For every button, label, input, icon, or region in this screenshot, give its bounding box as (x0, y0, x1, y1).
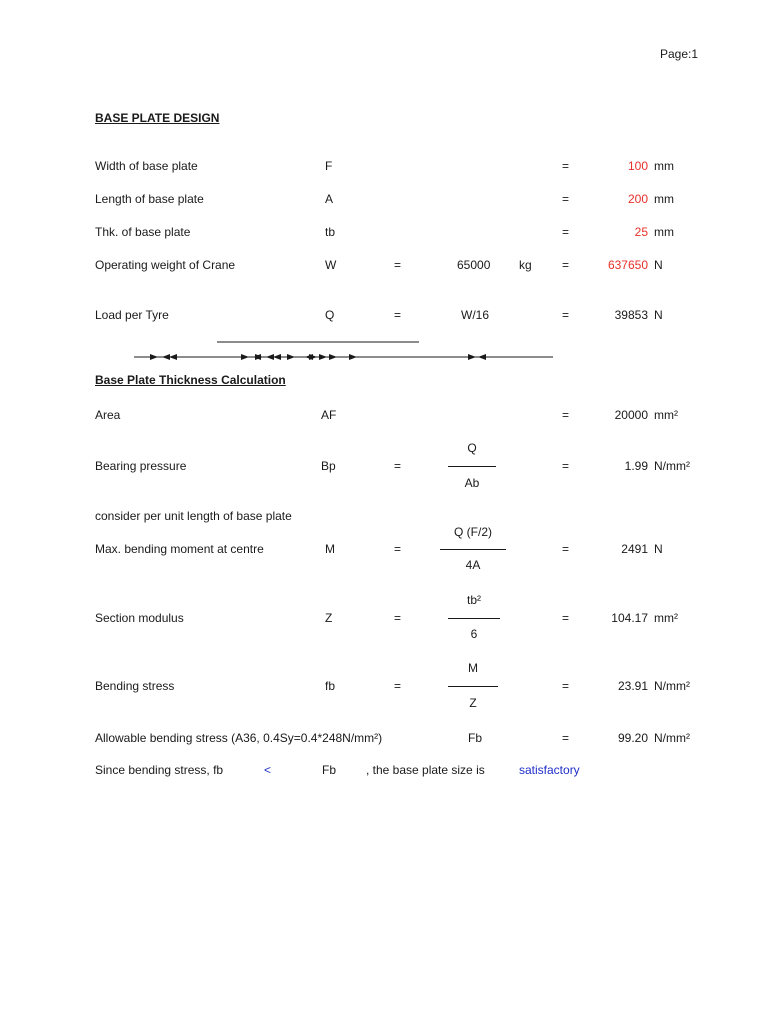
row-value: 39853 (614, 308, 648, 322)
row-symbol: tb (325, 225, 336, 239)
row-label: Width of base plate (95, 159, 198, 173)
row-symbol: A (325, 192, 334, 206)
row-unit: mm (654, 159, 674, 173)
row-symbol: Bp (321, 459, 336, 473)
row-symbol: AF (321, 408, 337, 422)
equals-sign: = (562, 159, 570, 173)
fraction-bar (448, 618, 500, 619)
equals-sign: = (562, 225, 570, 239)
fraction-denominator: 6 (470, 627, 478, 641)
row-value: 20000 (614, 408, 648, 422)
row-value: 25 (634, 225, 648, 239)
fraction-bar (448, 686, 498, 687)
row-symbol: Q (325, 308, 335, 322)
equals-sign: = (562, 308, 570, 322)
row-symbol: M (325, 542, 335, 556)
row-unit: mm (654, 192, 674, 206)
fraction-bar (440, 549, 506, 550)
equals-sign: = (394, 308, 402, 322)
equals-sign: = (562, 611, 570, 625)
row-mid-value: 65000 (457, 258, 491, 272)
conclusion-result: satisfactory (519, 763, 580, 777)
row-value: 23.91 (617, 679, 648, 693)
row-expression: W/16 (461, 308, 490, 322)
equals-sign: = (562, 542, 570, 556)
row-unit: mm² (654, 611, 678, 625)
row-label: Thk. of base plate (95, 225, 191, 239)
document-title: BASE PLATE DESIGN (95, 111, 220, 125)
row-unit: N/mm² (654, 459, 690, 473)
row-value: 637650 (607, 258, 648, 272)
conclusion-prefix: Since bending stress, fb (95, 763, 224, 777)
row-value: 200 (627, 192, 648, 206)
equals-sign: = (562, 258, 570, 272)
row-unit: mm (654, 225, 674, 239)
row-unit: N (654, 258, 663, 272)
row-label: Length of base plate (95, 192, 204, 206)
fraction-denominator: 4A (465, 558, 481, 572)
row-label: Bearing pressure (95, 459, 187, 473)
row-label: Bending stress (95, 679, 175, 693)
row-label: Area (95, 408, 121, 422)
equals-sign: = (562, 679, 570, 693)
fraction-denominator: Z (469, 696, 477, 710)
row-unit: mm² (654, 408, 678, 422)
equals-sign: = (394, 258, 402, 272)
fraction-numerator: M (468, 661, 478, 675)
conclusion-middle: , the base plate size is (366, 763, 485, 777)
row-unit: N (654, 542, 663, 556)
row-unit: N (654, 308, 663, 322)
equals-sign: = (562, 459, 570, 473)
equals-sign: = (394, 542, 402, 556)
fraction-numerator: tb² (466, 593, 481, 607)
equals-sign: = (562, 192, 570, 206)
row-value: 2491 (621, 542, 648, 556)
section-heading: Base Plate Thickness Calculation (95, 373, 286, 387)
equals-sign: = (394, 459, 402, 473)
row-value: 104.17 (611, 611, 648, 625)
row-label: Load per Tyre (95, 308, 169, 322)
equals-sign: = (394, 611, 402, 625)
equals-sign: = (394, 679, 402, 693)
row-symbol: Fb (468, 731, 483, 745)
fraction-bar (448, 466, 496, 467)
row-value: 100 (627, 159, 648, 173)
fraction-numerator: Q (467, 441, 477, 455)
conclusion-symbol: Fb (322, 763, 337, 777)
row-symbol: F (325, 159, 333, 173)
equals-sign: = (562, 731, 570, 745)
page-number: Page:1 (660, 47, 699, 61)
row-symbol: Z (325, 611, 333, 625)
row-label: Operating weight of Crane (95, 258, 236, 272)
row-label: Section modulus (95, 611, 184, 625)
note-text: consider per unit length of base plate (95, 509, 292, 523)
row-value: 99.20 (617, 731, 648, 745)
row-value: 1.99 (624, 459, 648, 473)
row-label: Max. bending moment at centre (95, 542, 264, 556)
equals-sign: = (562, 408, 570, 422)
row-unit: N/mm² (654, 731, 690, 745)
fraction-numerator: Q (F/2) (454, 525, 492, 539)
row-unit: N/mm² (654, 679, 690, 693)
row-symbol: fb (325, 679, 336, 693)
fraction-denominator: Ab (464, 476, 480, 490)
comparison-operator: < (264, 763, 272, 777)
row-label: Allowable bending stress (A36, 0.4Sy=0.4*248N/mm²) (95, 731, 383, 745)
row-symbol: W (325, 258, 337, 272)
row-mid-unit: kg (519, 258, 532, 272)
